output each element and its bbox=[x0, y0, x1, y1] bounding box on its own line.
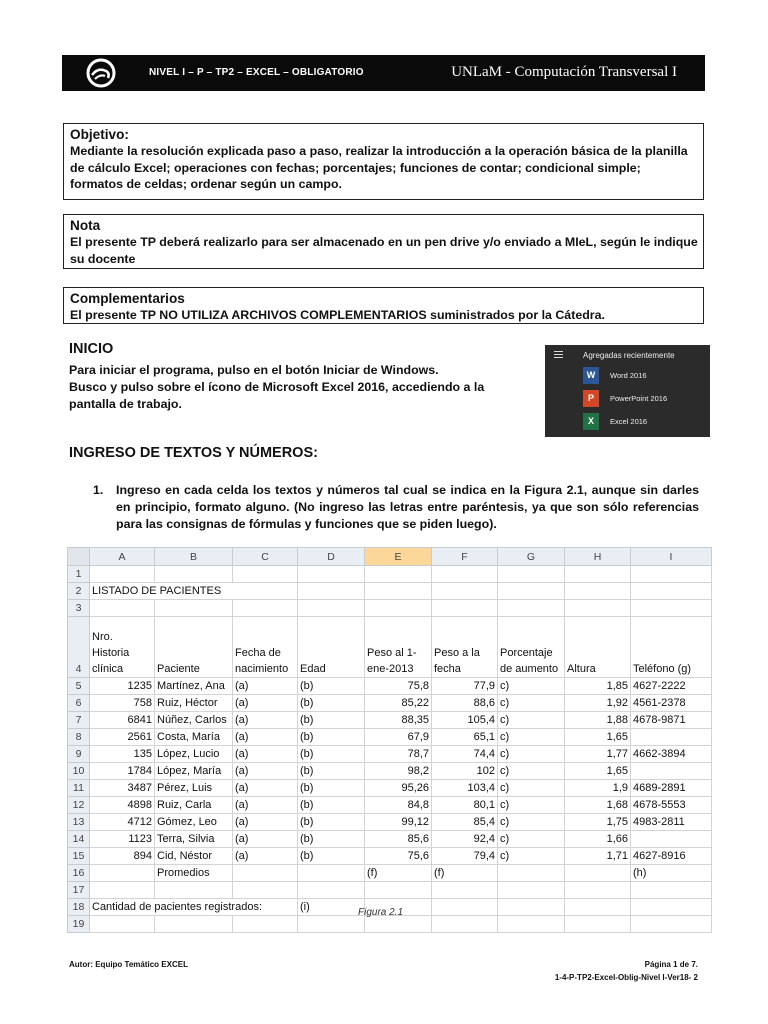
unlam-logo-icon bbox=[86, 58, 116, 88]
patient-cell[interactable]: Ruiz, Héctor bbox=[155, 695, 233, 712]
patient-cell[interactable]: 1,68 bbox=[565, 797, 631, 814]
cell[interactable] bbox=[498, 600, 565, 617]
step-number: 1. bbox=[93, 483, 104, 497]
patient-cell[interactable]: (b) bbox=[298, 729, 365, 746]
patient-cell[interactable]: 1,92 bbox=[565, 695, 631, 712]
cell[interactable] bbox=[631, 899, 712, 916]
cell[interactable] bbox=[565, 916, 631, 933]
patient-cell[interactable]: c) bbox=[498, 814, 565, 831]
patient-cell[interactable]: 4627-8916 bbox=[631, 848, 712, 865]
patient-cell[interactable]: c) bbox=[498, 678, 565, 695]
patient-row bbox=[68, 763, 712, 780]
cell[interactable] bbox=[631, 600, 712, 617]
step-text: Ingreso en cada celda los textos y números tal cual se indica en la Figura 2.1, aunque sin darles en principio, formato alguno. (No ingreso las letras entre paréntesis, ya que son sólo referencias para las consignas de fórmulas y funciones que se piden luego). bbox=[116, 483, 699, 531]
cell[interactable] bbox=[565, 882, 631, 899]
header-university: UNLaM - Computación Transversal I bbox=[451, 64, 677, 80]
row-header[interactable]: 17 bbox=[68, 882, 90, 899]
patient-cell[interactable]: 75,8 bbox=[365, 678, 432, 695]
patient-row bbox=[68, 746, 712, 763]
patient-row bbox=[68, 695, 712, 712]
cell[interactable] bbox=[432, 600, 498, 617]
patient-cell[interactable]: (b) bbox=[298, 763, 365, 780]
promedio-peso-actual-cell[interactable]: (f) bbox=[432, 865, 498, 882]
patient-cell[interactable]: 85,22 bbox=[365, 695, 432, 712]
cell[interactable] bbox=[631, 882, 712, 899]
start-menu-item-powerpoint[interactable] bbox=[583, 390, 703, 407]
select-all-corner[interactable] bbox=[68, 548, 90, 566]
row-header[interactable]: 3 bbox=[68, 600, 90, 617]
column-header-h[interactable]: H bbox=[565, 548, 631, 566]
column-header-row bbox=[68, 548, 712, 566]
patient-cell[interactable]: (a) bbox=[233, 763, 298, 780]
patient-cell[interactable]: 1,71 bbox=[565, 848, 631, 865]
inicio-line-2: Busco y pulso sobre el ícono de Microsoft Excel 2016, accediendo a la pantalla de trabajo. bbox=[69, 380, 485, 411]
patient-cell[interactable]: (a) bbox=[233, 678, 298, 695]
row-header[interactable]: 19 bbox=[68, 916, 90, 933]
cell[interactable] bbox=[498, 566, 565, 583]
cell[interactable] bbox=[155, 600, 233, 617]
patient-cell[interactable]: 4983-2811 bbox=[631, 814, 712, 831]
promedios-label-cell[interactable]: Promedios bbox=[155, 865, 233, 882]
patient-cell[interactable]: (a) bbox=[233, 814, 298, 831]
column-header-e[interactable]: E bbox=[365, 548, 432, 566]
patient-cell[interactable]: (b) bbox=[298, 780, 365, 797]
cell[interactable] bbox=[498, 865, 565, 882]
patient-cell[interactable]: López, María bbox=[155, 763, 233, 780]
sheet-row-3 bbox=[68, 600, 712, 617]
cell[interactable] bbox=[432, 899, 498, 916]
patient-cell[interactable]: Costa, María bbox=[155, 729, 233, 746]
nota-text: El presente TP deberá realizarlo para ser almacenado en un pen drive y/o enviado a MIeL, según le indique su docente bbox=[70, 235, 698, 266]
patient-row bbox=[68, 729, 712, 746]
patient-cell[interactable]: 102 bbox=[432, 763, 498, 780]
objetivo-text: Mediante la resolución explicada paso a paso, realizar la introducción a la operación básica de la planilla de cálculo Excel; operaciones con fechas; porcentajes; funciones de contar; condicional simple; formatos de celdas; ordenar según un campo. bbox=[70, 144, 688, 191]
cell[interactable] bbox=[298, 600, 365, 617]
patient-cell[interactable]: 135 bbox=[90, 746, 155, 763]
patient-cell[interactable]: 1235 bbox=[90, 678, 155, 695]
cell[interactable] bbox=[298, 882, 365, 899]
powerpoint-icon: P bbox=[583, 390, 599, 407]
spreadsheet-table bbox=[67, 547, 712, 933]
patient-cell[interactable]: (a) bbox=[233, 712, 298, 729]
patient-cell[interactable]: Ruiz, Carla bbox=[155, 797, 233, 814]
patient-cell[interactable]: 4678-9871 bbox=[631, 712, 712, 729]
patient-cell[interactable]: 4678-5553 bbox=[631, 797, 712, 814]
patient-cell[interactable]: 1,85 bbox=[565, 678, 631, 695]
patient-cell[interactable]: c) bbox=[498, 712, 565, 729]
figure-caption: Figura 2.1 bbox=[358, 907, 404, 918]
patient-cell[interactable]: 103,4 bbox=[432, 780, 498, 797]
sheet-row-19 bbox=[68, 916, 712, 933]
footer-document-code: 1-4-P-TP2-Excel-Oblig-Nivel I-Ver18- 2 bbox=[554, 973, 698, 982]
nota-box bbox=[63, 214, 704, 269]
patient-cell[interactable]: 1,77 bbox=[565, 746, 631, 763]
patient-cell[interactable]: 80,1 bbox=[432, 797, 498, 814]
header-cell[interactable]: Porcentaje de aumento bbox=[498, 617, 565, 678]
header-cell[interactable]: Peso al 1-ene-2013 bbox=[365, 617, 432, 678]
patient-cell[interactable]: Cid, Néstor bbox=[155, 848, 233, 865]
cell[interactable] bbox=[233, 882, 298, 899]
start-menu-item-label: Excel 2016 bbox=[610, 417, 648, 426]
patient-cell[interactable]: 74,4 bbox=[432, 746, 498, 763]
inicio-line-1: Para iniciar el programa, pulso en el botón Iniciar de Windows. bbox=[69, 363, 439, 377]
patient-cell[interactable]: c) bbox=[498, 695, 565, 712]
patient-cell[interactable]: 6841 bbox=[90, 712, 155, 729]
patient-cell[interactable]: 77,9 bbox=[432, 678, 498, 695]
cell[interactable] bbox=[155, 882, 233, 899]
patient-cell[interactable]: 78,7 bbox=[365, 746, 432, 763]
column-header-f[interactable]: F bbox=[432, 548, 498, 566]
footer-page-number: Página 1 de 7. bbox=[644, 960, 698, 969]
patient-cell[interactable]: 2561 bbox=[90, 729, 155, 746]
sheet-row-1 bbox=[68, 566, 712, 583]
patient-cell[interactable]: (a) bbox=[233, 831, 298, 848]
patient-cell[interactable] bbox=[631, 729, 712, 746]
cell[interactable] bbox=[565, 865, 631, 882]
patient-cell[interactable]: 85,4 bbox=[432, 814, 498, 831]
cantidad-value-cell[interactable]: (i) bbox=[298, 899, 365, 916]
patient-cell[interactable]: 95,26 bbox=[365, 780, 432, 797]
cantidad-label-cell[interactable]: Cantidad de pacientes registrados: bbox=[90, 899, 298, 916]
patient-cell[interactable]: (b) bbox=[298, 814, 365, 831]
column-header-g[interactable]: G bbox=[498, 548, 565, 566]
patient-cell[interactable]: (b) bbox=[298, 797, 365, 814]
cell[interactable] bbox=[365, 600, 432, 617]
patient-row bbox=[68, 831, 712, 848]
patient-cell[interactable]: 75,6 bbox=[365, 848, 432, 865]
cell[interactable] bbox=[565, 899, 631, 916]
header-cell[interactable]: Peso a la fecha bbox=[432, 617, 498, 678]
cell[interactable] bbox=[298, 865, 365, 882]
header-course-code: NIVEL I – P – TP2 – EXCEL – OBLIGATORIO bbox=[149, 67, 364, 78]
cell[interactable] bbox=[631, 916, 712, 933]
cell[interactable] bbox=[298, 583, 365, 600]
sheet-title-cell[interactable]: LISTADO DE PACIENTES bbox=[90, 583, 298, 600]
cell[interactable] bbox=[90, 566, 155, 583]
patient-cell[interactable]: 92,4 bbox=[432, 831, 498, 848]
row-header[interactable]: 6 bbox=[68, 695, 90, 712]
objetivo-box bbox=[63, 123, 704, 200]
row-header[interactable]: 13 bbox=[68, 814, 90, 831]
cell[interactable] bbox=[365, 882, 432, 899]
inicio-paragraph bbox=[69, 362, 529, 413]
cell[interactable] bbox=[298, 566, 365, 583]
row-header[interactable]: 5 bbox=[68, 678, 90, 695]
patient-cell[interactable]: c) bbox=[498, 746, 565, 763]
cell[interactable] bbox=[155, 916, 233, 933]
patient-cell[interactable] bbox=[631, 831, 712, 848]
header-cell[interactable]: Teléfono (g) bbox=[631, 617, 712, 678]
ingreso-heading: INGRESO DE TEXTOS Y NÚMEROS: bbox=[69, 445, 318, 461]
patient-cell[interactable] bbox=[631, 763, 712, 780]
cell[interactable] bbox=[90, 916, 155, 933]
patient-cell[interactable]: 4662-3894 bbox=[631, 746, 712, 763]
sheet-row-17 bbox=[68, 882, 712, 899]
patient-rows bbox=[68, 678, 712, 865]
patient-cell[interactable]: 1123 bbox=[90, 831, 155, 848]
cell[interactable] bbox=[432, 882, 498, 899]
objetivo-title: Objetivo: bbox=[70, 127, 129, 142]
cell[interactable] bbox=[565, 600, 631, 617]
header-cell[interactable]: Paciente bbox=[155, 617, 233, 678]
patient-cell[interactable]: 79,4 bbox=[432, 848, 498, 865]
cell[interactable] bbox=[365, 916, 432, 933]
cell[interactable] bbox=[432, 583, 498, 600]
excel-icon: X bbox=[583, 413, 599, 430]
hamburger-icon bbox=[554, 351, 563, 360]
patient-cell[interactable]: Martínez, Ana bbox=[155, 678, 233, 695]
sheet-row-2 bbox=[68, 583, 712, 600]
start-menu-item-label: Word 2016 bbox=[610, 371, 647, 380]
row-header[interactable]: 9 bbox=[68, 746, 90, 763]
patient-cell[interactable]: 1,65 bbox=[565, 729, 631, 746]
patient-cell[interactable]: 85,6 bbox=[365, 831, 432, 848]
cell[interactable] bbox=[631, 583, 712, 600]
patient-cell[interactable]: 4712 bbox=[90, 814, 155, 831]
complementarios-title: Complementarios bbox=[70, 291, 185, 306]
cell[interactable] bbox=[565, 583, 631, 600]
row-header[interactable]: 16 bbox=[68, 865, 90, 882]
row-header[interactable]: 4 bbox=[68, 617, 90, 678]
patient-cell[interactable]: (b) bbox=[298, 712, 365, 729]
row-header[interactable]: 1 bbox=[68, 566, 90, 583]
patient-cell[interactable]: 1,66 bbox=[565, 831, 631, 848]
patient-cell[interactable]: 65,1 bbox=[432, 729, 498, 746]
cell[interactable] bbox=[298, 916, 365, 933]
cell[interactable] bbox=[498, 882, 565, 899]
footer-author: Autor: Equipo Temático EXCEL bbox=[69, 960, 188, 969]
start-menu-title: Agregadas recientemente bbox=[583, 351, 675, 360]
cell[interactable] bbox=[233, 865, 298, 882]
patient-cell[interactable]: (b) bbox=[298, 848, 365, 865]
patient-cell[interactable]: c) bbox=[498, 729, 565, 746]
patient-cell[interactable]: c) bbox=[498, 797, 565, 814]
cell[interactable] bbox=[233, 916, 298, 933]
patient-cell[interactable]: c) bbox=[498, 763, 565, 780]
patient-cell[interactable]: (b) bbox=[298, 695, 365, 712]
cell[interactable] bbox=[90, 600, 155, 617]
row-header[interactable]: 15 bbox=[68, 848, 90, 865]
patient-cell[interactable]: (b) bbox=[298, 678, 365, 695]
header-cell[interactable]: Altura bbox=[565, 617, 631, 678]
patient-cell[interactable]: 88,6 bbox=[432, 695, 498, 712]
cell[interactable] bbox=[565, 566, 631, 583]
row-header[interactable]: 7 bbox=[68, 712, 90, 729]
patient-cell[interactable]: (a) bbox=[233, 729, 298, 746]
patient-cell[interactable]: (a) bbox=[233, 695, 298, 712]
patient-row bbox=[68, 712, 712, 729]
header-cell[interactable]: Nro. Historia clínica bbox=[90, 617, 155, 678]
patient-cell[interactable]: 758 bbox=[90, 695, 155, 712]
cell[interactable] bbox=[432, 916, 498, 933]
patient-cell[interactable]: 1,65 bbox=[565, 763, 631, 780]
page-header bbox=[62, 55, 705, 91]
patient-cell[interactable]: 4689-2891 bbox=[631, 780, 712, 797]
patient-cell[interactable]: (a) bbox=[233, 848, 298, 865]
patient-cell[interactable]: 4898 bbox=[90, 797, 155, 814]
row-header[interactable]: 12 bbox=[68, 797, 90, 814]
cell[interactable] bbox=[498, 583, 565, 600]
patient-row bbox=[68, 797, 712, 814]
patient-cell[interactable]: 98,2 bbox=[365, 763, 432, 780]
cell[interactable] bbox=[631, 566, 712, 583]
row-header[interactable]: 14 bbox=[68, 831, 90, 848]
complementarios-text: El presente TP NO UTILIZA ARCHIVOS COMPLEMENTARIOS suministrados por la Cátedra. bbox=[70, 308, 605, 322]
column-header-b[interactable]: B bbox=[155, 548, 233, 566]
header-cell[interactable]: Edad bbox=[298, 617, 365, 678]
nota-title: Nota bbox=[70, 218, 101, 233]
step-1 bbox=[93, 482, 699, 533]
start-menu-screenshot bbox=[545, 345, 710, 437]
cell[interactable] bbox=[155, 566, 233, 583]
cell[interactable] bbox=[90, 865, 155, 882]
patient-cell[interactable]: 4561-2378 bbox=[631, 695, 712, 712]
patient-cell[interactable]: 3487 bbox=[90, 780, 155, 797]
row-header[interactable]: 2 bbox=[68, 583, 90, 600]
patient-cell[interactable]: (b) bbox=[298, 746, 365, 763]
row-header[interactable]: 8 bbox=[68, 729, 90, 746]
patient-cell[interactable]: López, Lucio bbox=[155, 746, 233, 763]
patient-cell[interactable]: 1784 bbox=[90, 763, 155, 780]
patient-cell[interactable]: 1,75 bbox=[565, 814, 631, 831]
patient-cell[interactable]: Pérez, Luis bbox=[155, 780, 233, 797]
sheet-header-row bbox=[68, 617, 712, 678]
row-header[interactable]: 10 bbox=[68, 763, 90, 780]
patient-cell[interactable]: 894 bbox=[90, 848, 155, 865]
header-cell[interactable]: Fecha de nacimiento bbox=[233, 617, 298, 678]
patient-cell[interactable]: 99,12 bbox=[365, 814, 432, 831]
column-header-i[interactable]: I bbox=[631, 548, 712, 566]
patient-cell[interactable]: (a) bbox=[233, 797, 298, 814]
patient-cell[interactable]: 67,9 bbox=[365, 729, 432, 746]
row-header[interactable]: 18 bbox=[68, 899, 90, 916]
patient-cell[interactable]: 84,8 bbox=[365, 797, 432, 814]
column-header-c[interactable]: C bbox=[233, 548, 298, 566]
patient-cell[interactable]: (b) bbox=[298, 831, 365, 848]
patient-cell[interactable]: 4627-2222 bbox=[631, 678, 712, 695]
inicio-heading: INICIO bbox=[69, 341, 114, 357]
cell[interactable] bbox=[432, 566, 498, 583]
word-icon: W bbox=[583, 367, 599, 384]
patient-row bbox=[68, 848, 712, 865]
start-menu-item-word[interactable] bbox=[583, 367, 703, 384]
cell[interactable] bbox=[233, 600, 298, 617]
patient-cell[interactable]: 88,35 bbox=[365, 712, 432, 729]
column-header-d[interactable]: D bbox=[298, 548, 365, 566]
patient-cell[interactable]: c) bbox=[498, 848, 565, 865]
patient-cell[interactable]: Núñez, Carlos bbox=[155, 712, 233, 729]
cell[interactable] bbox=[365, 583, 432, 600]
patient-row bbox=[68, 814, 712, 831]
sheet-row-16 bbox=[68, 865, 712, 882]
promedio-telefono-cell[interactable]: (h) bbox=[631, 865, 712, 882]
promedio-peso-inicial-cell[interactable]: (f) bbox=[365, 865, 432, 882]
patient-cell[interactable]: 1,9 bbox=[565, 780, 631, 797]
patient-cell[interactable]: c) bbox=[498, 780, 565, 797]
patient-cell[interactable]: Terra, Silvia bbox=[155, 831, 233, 848]
patient-cell[interactable]: (a) bbox=[233, 780, 298, 797]
complementarios-box bbox=[63, 287, 704, 324]
patient-cell[interactable]: Gómez, Leo bbox=[155, 814, 233, 831]
row-header[interactable]: 11 bbox=[68, 780, 90, 797]
patient-cell[interactable]: c) bbox=[498, 831, 565, 848]
cell[interactable] bbox=[233, 566, 298, 583]
cell[interactable] bbox=[498, 916, 565, 933]
patient-row bbox=[68, 780, 712, 797]
column-header-a[interactable]: A bbox=[90, 548, 155, 566]
start-menu-item-excel[interactable] bbox=[583, 413, 703, 430]
patient-cell[interactable]: 105,4 bbox=[432, 712, 498, 729]
start-menu-item-label: PowerPoint 2016 bbox=[610, 394, 668, 403]
patient-row bbox=[68, 678, 712, 695]
patient-cell[interactable]: (a) bbox=[233, 746, 298, 763]
cell[interactable] bbox=[365, 566, 432, 583]
patient-cell[interactable]: 1,88 bbox=[565, 712, 631, 729]
cell[interactable] bbox=[498, 899, 565, 916]
cell[interactable] bbox=[90, 882, 155, 899]
